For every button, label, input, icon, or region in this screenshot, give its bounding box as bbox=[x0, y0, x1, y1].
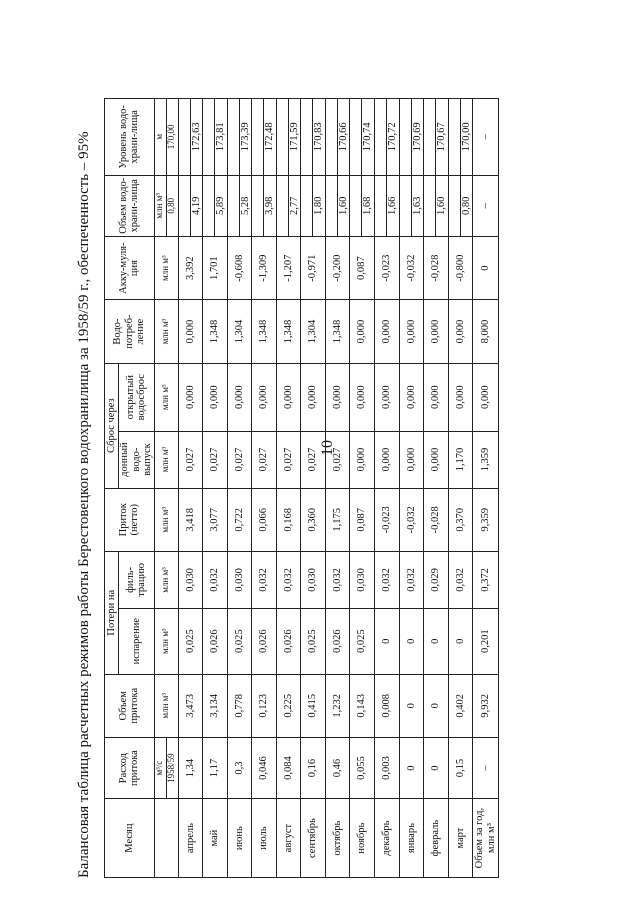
net-cell: 1,175 bbox=[325, 488, 350, 551]
use-cell: 1,348 bbox=[276, 300, 301, 363]
evap-cell: 0,025 bbox=[301, 608, 326, 674]
filt-cell: 0,032 bbox=[325, 551, 350, 608]
resvol-cell: 1,60 bbox=[337, 175, 350, 236]
month-cell: август bbox=[276, 799, 301, 878]
filt-cell: 0,030 bbox=[227, 551, 252, 608]
rate-cell: 0,3 bbox=[227, 737, 252, 798]
use-cell: 0,000 bbox=[448, 300, 473, 363]
bottom-cell: 0,027 bbox=[203, 431, 228, 488]
table-row bbox=[399, 99, 411, 878]
unit-use: млн м³ bbox=[154, 300, 178, 363]
table-row bbox=[227, 99, 239, 878]
spacer-cell bbox=[301, 99, 313, 176]
bottom-cell: 0,027 bbox=[252, 431, 277, 488]
spacer-cell bbox=[227, 175, 239, 236]
vol-cell: 0 bbox=[424, 674, 449, 737]
use-cell: 0,000 bbox=[178, 300, 203, 363]
open-cell: 0,000 bbox=[227, 363, 252, 431]
net-cell: -0,032 bbox=[399, 488, 424, 551]
unit-year: 1958/59 bbox=[166, 737, 178, 798]
acc-cell: -1,207 bbox=[276, 236, 301, 299]
spacer-cell bbox=[252, 99, 264, 176]
unit-level: м bbox=[154, 99, 166, 176]
use-cell: 1,348 bbox=[252, 300, 277, 363]
vol-cell: 0,415 bbox=[301, 674, 326, 737]
header-open-spillway: открытый водосброс bbox=[119, 363, 155, 431]
net-cell: 3,077 bbox=[203, 488, 228, 551]
filt-cell: 0,032 bbox=[203, 551, 228, 608]
table-row bbox=[448, 99, 460, 878]
net-cell: 0,360 bbox=[301, 488, 326, 551]
header-net-inflow: Приток (нетто) bbox=[105, 488, 155, 551]
spacer-cell bbox=[276, 175, 288, 236]
resvol-cell: 5,89 bbox=[215, 175, 228, 236]
unit-acc: млн м³ bbox=[154, 236, 178, 299]
spacer-cell bbox=[178, 175, 190, 236]
resvol-cell: 1,68 bbox=[362, 175, 375, 236]
evap-cell: 0 bbox=[424, 608, 449, 674]
acc-cell: 0,087 bbox=[350, 236, 375, 299]
total-resvol-cell: – bbox=[473, 175, 499, 236]
spacer-cell bbox=[178, 99, 190, 176]
table-row bbox=[424, 99, 436, 878]
acc-cell: -0,032 bbox=[399, 236, 424, 299]
vol-cell: 3,473 bbox=[178, 674, 203, 737]
resvol-cell: 1,80 bbox=[313, 175, 326, 236]
spacer-cell bbox=[203, 175, 215, 236]
acc-cell: -1,309 bbox=[252, 236, 277, 299]
month-cell: сентябрь bbox=[301, 799, 326, 878]
bottom-cell: 0,000 bbox=[424, 431, 449, 488]
total-bottom-cell: 1,359 bbox=[473, 431, 499, 488]
month-cell: ноябрь bbox=[350, 799, 375, 878]
rate-cell: 0,084 bbox=[276, 737, 301, 798]
total-filt-cell: 0,372 bbox=[473, 551, 499, 608]
spacer-cell bbox=[375, 175, 387, 236]
resvol-cell: 2,77 bbox=[288, 175, 301, 236]
bottom-cell: 0,000 bbox=[399, 431, 424, 488]
level-cell: 173,81 bbox=[215, 99, 228, 176]
vol-cell: 0,008 bbox=[375, 674, 400, 737]
level-cell: 170,74 bbox=[362, 99, 375, 176]
spacer-cell bbox=[276, 99, 288, 176]
initial-volume: 0,80 bbox=[166, 175, 178, 236]
evap-cell: 0,025 bbox=[227, 608, 252, 674]
filt-cell: 0,032 bbox=[252, 551, 277, 608]
evap-cell: 0 bbox=[399, 608, 424, 674]
level-cell: 170,67 bbox=[436, 99, 449, 176]
net-cell: 0,722 bbox=[227, 488, 252, 551]
spacer-cell bbox=[424, 99, 436, 176]
spacer-cell bbox=[301, 175, 313, 236]
header-accumulation: Акку-муля-ция bbox=[105, 236, 155, 299]
rate-cell: 0,16 bbox=[301, 737, 326, 798]
net-cell: -0,023 bbox=[375, 488, 400, 551]
evap-cell: 0,025 bbox=[178, 608, 203, 674]
total-level-cell: – bbox=[473, 99, 499, 176]
total-rate-cell: – bbox=[473, 737, 499, 798]
header-inflow-rate: Расход притока bbox=[105, 737, 155, 798]
use-cell: 0,000 bbox=[350, 300, 375, 363]
vol-cell: 0,402 bbox=[448, 674, 473, 737]
spacer-cell bbox=[252, 175, 264, 236]
bottom-cell: 1,170 bbox=[448, 431, 473, 488]
unit-resvol: млн м³ bbox=[154, 175, 166, 236]
header-reservoir-volume: Объем водо-храни-лища bbox=[105, 175, 155, 236]
month-cell: март bbox=[448, 799, 473, 878]
bottom-cell: 0,027 bbox=[301, 431, 326, 488]
evap-cell: 0 bbox=[448, 608, 473, 674]
month-cell: май bbox=[203, 799, 228, 878]
spacer-cell bbox=[399, 99, 411, 176]
net-cell: -0,028 bbox=[424, 488, 449, 551]
acc-cell: -0,971 bbox=[301, 236, 326, 299]
total-vol-cell: 9,932 bbox=[473, 674, 499, 737]
filt-cell: 0,032 bbox=[375, 551, 400, 608]
page-number: 10 bbox=[319, 440, 336, 456]
header-month: Месяц bbox=[105, 799, 155, 878]
header-water-use: Водо-потреб-ление bbox=[105, 300, 155, 363]
spacer-cell bbox=[325, 99, 337, 176]
unit-filt: млн м³ bbox=[154, 551, 178, 608]
header-discharge: Сброс через bbox=[105, 363, 119, 488]
spacer-cell bbox=[448, 175, 460, 236]
net-cell: 0,087 bbox=[350, 488, 375, 551]
acc-cell: -0,800 bbox=[448, 236, 473, 299]
spacer-cell bbox=[350, 175, 362, 236]
rate-cell: 0 bbox=[399, 737, 424, 798]
header-bottom-outlet: донный водо-выпуск bbox=[119, 431, 155, 488]
filt-cell: 0,032 bbox=[276, 551, 301, 608]
resvol-cell: 0,80 bbox=[460, 175, 473, 236]
vol-cell: 0 bbox=[399, 674, 424, 737]
resvol-cell: 3,98 bbox=[264, 175, 277, 236]
total-evap-cell: 0,201 bbox=[473, 608, 499, 674]
total-net-cell: 9,359 bbox=[473, 488, 499, 551]
filt-cell: 0,030 bbox=[350, 551, 375, 608]
resvol-cell: 1,66 bbox=[387, 175, 400, 236]
filt-cell: 0,030 bbox=[178, 551, 203, 608]
table-row bbox=[325, 99, 337, 878]
filt-cell: 0,030 bbox=[301, 551, 326, 608]
unit-evap: млн м³ bbox=[154, 608, 178, 674]
bottom-cell: 0,000 bbox=[350, 431, 375, 488]
acc-cell: -0,608 bbox=[227, 236, 252, 299]
bottom-cell: 0,027 bbox=[178, 431, 203, 488]
bottom-cell: 0,027 bbox=[227, 431, 252, 488]
rate-cell: 1,17 bbox=[203, 737, 228, 798]
month-cell: декабрь bbox=[375, 799, 400, 878]
acc-cell: 3,392 bbox=[178, 236, 203, 299]
level-cell: 170,66 bbox=[337, 99, 350, 176]
evap-cell: 0,026 bbox=[203, 608, 228, 674]
net-cell: 0,168 bbox=[276, 488, 301, 551]
level-cell: 172,63 bbox=[190, 99, 203, 176]
spacer-cell bbox=[203, 99, 215, 176]
resvol-cell: 1,63 bbox=[411, 175, 424, 236]
rate-cell: 0,003 bbox=[375, 737, 400, 798]
level-cell: 172,48 bbox=[264, 99, 277, 176]
table-body bbox=[178, 99, 499, 878]
level-cell: 171,59 bbox=[288, 99, 301, 176]
table-title: Балансовая таблица расчетных режимов работы Берестовецкого водохранилища за 1958/59 г., обеспеченность – 95% bbox=[76, 131, 92, 878]
open-cell: 0,000 bbox=[448, 363, 473, 431]
level-cell: 170,00 bbox=[460, 99, 473, 176]
open-cell: 0,000 bbox=[276, 363, 301, 431]
acc-cell: 1,701 bbox=[203, 236, 228, 299]
level-cell: 170,83 bbox=[313, 99, 326, 176]
vol-cell: 0,123 bbox=[252, 674, 277, 737]
level-cell: 170,72 bbox=[387, 99, 400, 176]
use-cell: 0,000 bbox=[375, 300, 400, 363]
use-cell: 1,348 bbox=[325, 300, 350, 363]
unit-rate: м³/с bbox=[154, 737, 166, 798]
table-row bbox=[252, 99, 264, 878]
rate-cell: 0,15 bbox=[448, 737, 473, 798]
filt-cell: 0,032 bbox=[399, 551, 424, 608]
table-row bbox=[203, 99, 215, 878]
month-cell: июль bbox=[252, 799, 277, 878]
open-cell: 0,000 bbox=[350, 363, 375, 431]
balance-table bbox=[104, 98, 499, 878]
bottom-cell: 0,027 bbox=[276, 431, 301, 488]
open-cell: 0,000 bbox=[399, 363, 424, 431]
open-cell: 0,000 bbox=[424, 363, 449, 431]
open-cell: 0,000 bbox=[203, 363, 228, 431]
acc-cell: -0,028 bbox=[424, 236, 449, 299]
header-inflow-volume: Объем притока bbox=[105, 674, 155, 737]
month-cell: октябрь bbox=[325, 799, 350, 878]
month-cell: апрель bbox=[178, 799, 203, 878]
use-cell: 0,000 bbox=[424, 300, 449, 363]
rate-cell: 0,055 bbox=[350, 737, 375, 798]
open-cell: 0,000 bbox=[375, 363, 400, 431]
open-cell: 0,000 bbox=[325, 363, 350, 431]
net-cell: 0,066 bbox=[252, 488, 277, 551]
net-cell: 0,370 bbox=[448, 488, 473, 551]
header-filtration: филь-трацию bbox=[119, 551, 155, 608]
level-cell: 170,69 bbox=[411, 99, 424, 176]
rate-cell: 1,34 bbox=[178, 737, 203, 798]
filt-cell: 0,029 bbox=[424, 551, 449, 608]
total-acc-cell: 0 bbox=[473, 236, 499, 299]
month-cell: февраль bbox=[424, 799, 449, 878]
evap-cell: 0,026 bbox=[252, 608, 277, 674]
evap-cell: 0,025 bbox=[350, 608, 375, 674]
spacer-cell bbox=[227, 99, 239, 176]
bottom-cell: 0,027 bbox=[325, 431, 350, 488]
evap-cell: 0,026 bbox=[325, 608, 350, 674]
net-cell: 3,418 bbox=[178, 488, 203, 551]
resvol-cell: 1,60 bbox=[436, 175, 449, 236]
unit-open: млн м³ bbox=[154, 363, 178, 431]
vol-cell: 0,225 bbox=[276, 674, 301, 737]
unit-vol: млн м³ bbox=[154, 674, 178, 737]
resvol-cell: 5,28 bbox=[239, 175, 252, 236]
rotated-page-content bbox=[76, 98, 522, 878]
spacer-cell bbox=[399, 175, 411, 236]
total-use-cell: 8,000 bbox=[473, 300, 499, 363]
open-cell: 0,000 bbox=[178, 363, 203, 431]
header-losses: Потери на bbox=[105, 551, 119, 674]
use-cell: 1,304 bbox=[227, 300, 252, 363]
vol-cell: 1,232 bbox=[325, 674, 350, 737]
spacer-cell bbox=[448, 99, 460, 176]
acc-cell: -0,023 bbox=[375, 236, 400, 299]
level-cell: 173,39 bbox=[239, 99, 252, 176]
header-reservoir-level: Уровень водо-храни-лища bbox=[105, 99, 155, 176]
resvol-cell: 4,19 bbox=[190, 175, 203, 236]
total-open-cell: 0,000 bbox=[473, 363, 499, 431]
vol-cell: 3,134 bbox=[203, 674, 228, 737]
use-cell: 1,348 bbox=[203, 300, 228, 363]
vol-cell: 0,143 bbox=[350, 674, 375, 737]
filt-cell: 0,032 bbox=[448, 551, 473, 608]
open-cell: 0,000 bbox=[301, 363, 326, 431]
total-row bbox=[473, 99, 499, 878]
evap-cell: 0 bbox=[375, 608, 400, 674]
rate-cell: 0,046 bbox=[252, 737, 277, 798]
header-evaporation: испарение bbox=[119, 608, 155, 674]
table-row bbox=[350, 99, 362, 878]
open-cell: 0,000 bbox=[252, 363, 277, 431]
total-label-cell: Объем за год, млн м³ bbox=[473, 799, 499, 878]
unit-net: млн м³ bbox=[154, 488, 178, 551]
month-cell: январь bbox=[399, 799, 424, 878]
bottom-cell: 0,000 bbox=[375, 431, 400, 488]
table-row bbox=[301, 99, 313, 878]
rate-cell: 0 bbox=[424, 737, 449, 798]
spacer-cell bbox=[350, 99, 362, 176]
month-cell: июнь bbox=[227, 799, 252, 878]
table-row bbox=[276, 99, 288, 878]
acc-cell: -0,200 bbox=[325, 236, 350, 299]
table-row bbox=[178, 99, 190, 878]
rate-cell: 0,46 bbox=[325, 737, 350, 798]
spacer-cell bbox=[424, 175, 436, 236]
use-cell: 0,000 bbox=[399, 300, 424, 363]
spacer-cell bbox=[375, 99, 387, 176]
unit-bottom: млн м³ bbox=[154, 431, 178, 488]
vol-cell: 0,778 bbox=[227, 674, 252, 737]
initial-level: 170,00 bbox=[166, 99, 178, 176]
use-cell: 1,304 bbox=[301, 300, 326, 363]
evap-cell: 0,026 bbox=[276, 608, 301, 674]
table-row bbox=[375, 99, 387, 878]
spacer-cell bbox=[325, 175, 337, 236]
